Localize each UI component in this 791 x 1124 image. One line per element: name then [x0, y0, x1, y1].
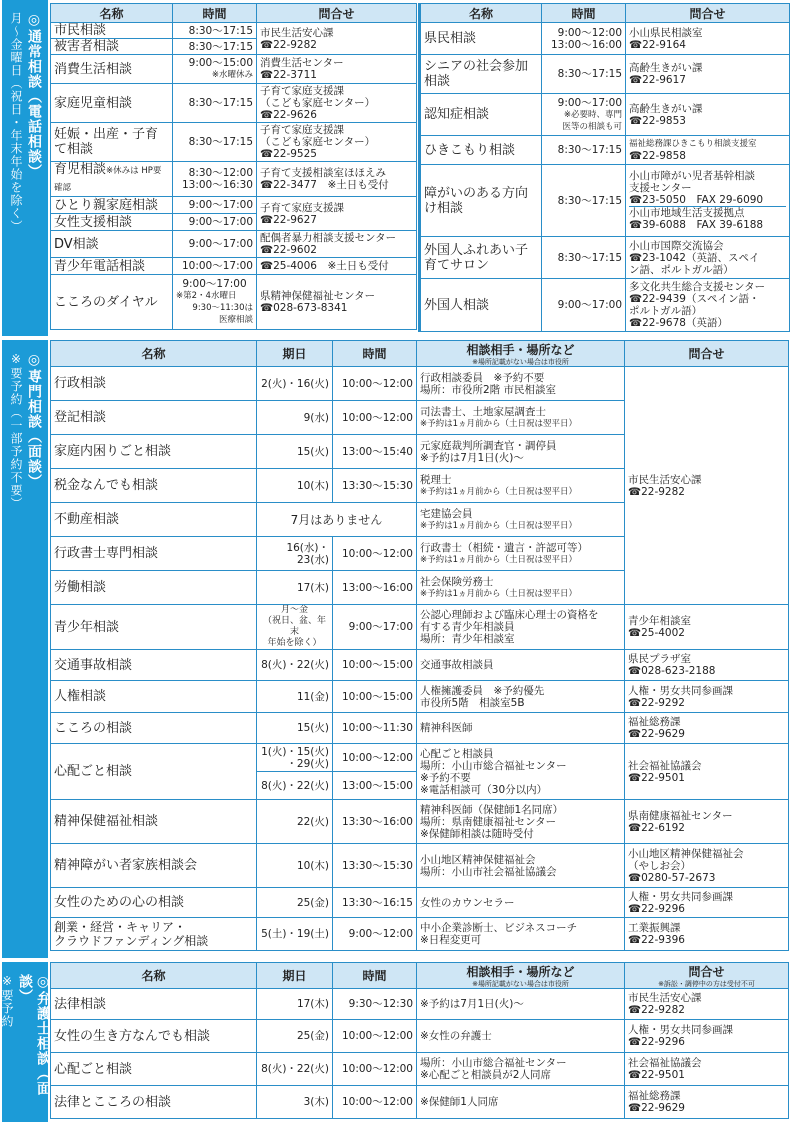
table-cell: 子育て家庭支援課 ☎22-9627 — [257, 197, 417, 231]
regular-section-label — [2, 0, 48, 336]
table-cell: 25(金) — [257, 888, 333, 918]
table-cell: ひとり親家庭相談 — [51, 197, 173, 214]
table-cell: 県民プラザ室 ☎028-623-2188 — [625, 650, 789, 681]
regular-section-note: 月〜金曜日（祝日・年末年始を除く） — [9, 12, 23, 233]
table-cell: 女性支援相談 — [51, 214, 173, 231]
table-cell: 13:00〜16:00 — [333, 571, 417, 605]
table-cell: シニアの社会参加相談 — [420, 55, 542, 94]
col-contact: 問合せ — [625, 341, 789, 367]
table-cell: 社会保険労務士 ※予約は1ヵ月前から（土日祝は翌平日） — [417, 571, 625, 605]
table-cell: 不動産相談 — [51, 503, 257, 537]
col-name: 名称 — [51, 4, 173, 23]
table-cell: 人権相談 — [51, 681, 257, 713]
table-cell: 青少年相談室 ☎25-4002 — [625, 605, 789, 650]
table-cell: 心配ごと相談 — [51, 744, 257, 800]
table-cell: 8:30〜17:15 — [173, 84, 257, 123]
col-name: 名称 — [420, 4, 542, 23]
table-cell: 人権・男女共同参画課 ☎22-9296 — [625, 1020, 789, 1053]
table-cell: 登記相談 — [51, 401, 257, 435]
table-cell: 9:00〜17:00 — [542, 279, 626, 332]
table-cell: 行政相談委員 ※予約不要 場所：市役所2階 市民相談室 — [417, 367, 625, 401]
table-cell: 10:00〜12:00 — [333, 367, 417, 401]
table-cell: 交通事故相談 — [51, 650, 257, 681]
table-cell: 10:00〜12:00 — [333, 744, 417, 772]
table-cell: 税金なんでも相談 — [51, 469, 257, 503]
table-cell: 25(金) — [257, 1020, 333, 1053]
special-section-note: ※要予約（一部予約不要） — [9, 352, 23, 510]
table-cell: 場所：小山市総合福祉センター ※心配ごと相談員が2人同席 — [417, 1053, 625, 1086]
table-cell: 小山地区精神保健福祉会 場所：小山市社会福祉協議会 — [417, 844, 625, 888]
col-time: 時間 — [173, 4, 257, 23]
table-cell: 17(木) — [257, 571, 333, 605]
table-cell: 行政書士（相続・遺言・許認可等） ※予約は1ヵ月前から（土日祝は翌平日） — [417, 537, 625, 571]
table-cell: 10:00〜15:00 — [333, 650, 417, 681]
table-cell: 8:30〜17:15 — [173, 23, 257, 39]
table-cell: 17(木) — [257, 989, 333, 1020]
table-cell: 精神障がい者家族相談会 — [51, 844, 257, 888]
table-cell: 13:00〜15:40 — [333, 435, 417, 469]
col-who: 相談相手・場所など ※場所記載がない場合は市役所 — [417, 963, 625, 989]
table-cell: 10:00〜12:00 — [333, 537, 417, 571]
table-cell: 法律相談 — [51, 989, 257, 1020]
table-cell: 7月はありません — [257, 503, 417, 537]
table-cell: 高齢生きがい課 ☎22-9617 — [626, 55, 790, 94]
table-cell: 9:00〜15:00 ※水曜休み — [173, 55, 257, 84]
table-cell: 法律とこころの相談 — [51, 1086, 257, 1119]
table-cell: 青少年電話相談 — [51, 258, 173, 275]
table-cell: ※保健師1人同席 — [417, 1086, 625, 1119]
table-cell: 8:30〜17:15 — [173, 39, 257, 55]
table-cell: 8:30〜17:15 — [542, 136, 626, 165]
table-cell: こころの相談 — [51, 713, 257, 744]
table-cell: 小山市国際交流協会 ☎23-1042（英語、スペイ ン語、ポルトガル語） — [626, 237, 790, 279]
table-cell: 県南健康福祉センター ☎22-6192 — [625, 800, 789, 844]
lawyer-section-note: ※要予約 — [0, 974, 14, 1028]
table-cell: 工業振興課 ☎22-9396 — [625, 918, 789, 951]
table-cell: ☎25-4006 ※土日も受付 — [257, 258, 417, 275]
table-cell: 15(火) — [257, 713, 333, 744]
table-cell: 税理士 ※予約は1ヵ月前から（土日祝は翌平日） — [417, 469, 625, 503]
table-cell: 社会福祉協議会 ☎22-9501 — [625, 1053, 789, 1086]
table-cell: 行政相談 — [51, 367, 257, 401]
table-cell: 中小企業診断士、ビジネスコーチ ※日程変更可 — [417, 918, 625, 951]
col-date: 期日 — [257, 963, 333, 989]
table-cell: 5(土)・19(土) — [257, 918, 333, 951]
lawyer-section-title: ◎弁護士相談（面談） — [17, 974, 51, 1096]
table-cell: ※女性の弁護士 — [417, 1020, 625, 1053]
table-cell: 10:00〜11:30 — [333, 713, 417, 744]
table-cell: 9:00〜17:00 ※第2・4水曜日 9:30〜11:30は 医療相談 — [173, 275, 257, 330]
table-cell: 9:30〜12:30 — [333, 989, 417, 1020]
table-cell: 8(火)・22(火) — [257, 650, 333, 681]
table-cell: 消費生活センター ☎22-3711 — [257, 55, 417, 84]
table-cell: 市民相談 — [51, 23, 173, 39]
table-cell: 13:30〜15:30 — [333, 844, 417, 888]
table-cell: 認知症相談 — [420, 94, 542, 136]
table-cell: 人権・男女共同参画課 ☎22-9296 — [625, 888, 789, 918]
table-cell: 9:00〜17:00 ※必要時、専門 医等の相談も可 — [542, 94, 626, 136]
table-cell: 被害者相談 — [51, 39, 173, 55]
table-cell: 月〜金 （祝日、盆、年末 年始を除く） — [257, 605, 333, 650]
table-cell: 10:00〜12:00 — [333, 1020, 417, 1053]
table-cell: 家庭児童相談 — [51, 84, 173, 123]
table-cell: 市民生活安心課 ☎22-9282 — [257, 23, 417, 55]
table-cell: 福祉総務課 ☎22-9629 — [625, 1086, 789, 1119]
col-contact: 問合せ — [257, 4, 417, 23]
col-who: 相談相手・場所など ※場所記載がない場合は市役所 — [417, 341, 625, 367]
table-cell: 行政書士専門相談 — [51, 537, 257, 571]
col-name: 名称 — [51, 963, 257, 989]
table-cell: 3(木) — [257, 1086, 333, 1119]
table-cell: ひきこもり相談 — [420, 136, 542, 165]
regular-section-title: ◎通常相談（電話相談） — [26, 12, 42, 179]
table-cell: 多文化共生総合支援センター ☎22-9439（スペイン語・ ポルトガル語） ☎22-9678（英語） — [626, 279, 790, 332]
col-time: 時間 — [333, 963, 417, 989]
table-cell: 宅建協会員 ※予約は1ヵ月前から（土日祝は翌平日） — [417, 503, 625, 537]
table-cell: 女性のカウンセラー — [417, 888, 625, 918]
table-cell: 15(火) — [257, 435, 333, 469]
table-cell: 9:00〜17:00 — [173, 197, 257, 214]
lawyer-table — [50, 962, 789, 1119]
table-cell: 外国人相談 — [420, 279, 542, 332]
special-section-title: ◎専門相談（面談） — [26, 352, 42, 489]
table-cell: 10(木) — [257, 469, 333, 503]
table-cell: 13:30〜16:15 — [333, 888, 417, 918]
table-cell: 11(金) — [257, 681, 333, 713]
table-cell: 女性の生き方なんでも相談 — [51, 1020, 257, 1053]
table-cell: 高齢生きがい課 ☎22-9853 — [626, 94, 790, 136]
table-cell: 交通事故相談員 — [417, 650, 625, 681]
table-cell: 外国人ふれあい子育てサロン — [420, 237, 542, 279]
table-cell: 13:30〜16:00 — [333, 800, 417, 844]
table-cell: 10:00〜12:00 — [333, 1086, 417, 1119]
table-cell: 8(火)・22(火) — [257, 1053, 333, 1086]
regular-table-left — [50, 3, 417, 330]
col-contact: 問合せ — [626, 4, 790, 23]
table-cell: 元家庭裁判所調査官・調停員 ※予約は7月1日(火)〜 — [417, 435, 625, 469]
table-cell: 県精神保健福祉センター ☎028-673-8341 — [257, 275, 417, 330]
table-cell: 福祉総務課 ☎22-9629 — [625, 713, 789, 744]
table-cell: 心配ごと相談 — [51, 1053, 257, 1086]
table-cell: 小山市障がい児者基幹相談 支援センター ☎23-5050 FAX 29-6090 小山市地域生活支援拠点 ☎39-6088 FAX 39-6188 — [626, 165, 790, 237]
table-cell: 精神科医師 — [417, 713, 625, 744]
col-name: 名称 — [51, 341, 257, 367]
table-cell: 10:00〜17:00 — [173, 258, 257, 275]
table-cell: 女性のための心の相談 — [51, 888, 257, 918]
table-cell: 精神科医師（保健師1名同席） 場所：県南健康福祉センター ※保健師相談は随時受付 — [417, 800, 625, 844]
table-cell: 13:30〜15:30 — [333, 469, 417, 503]
lawyer-section-label — [0, 962, 51, 1122]
table-cell: 家庭内困りごと相談 — [51, 435, 257, 469]
regular-table-right — [418, 3, 790, 332]
table-cell: 創業・経営・キャリア・ クラウドファンディング相談 — [51, 918, 257, 951]
table-cell: 青少年相談 — [51, 605, 257, 650]
col-date: 期日 — [257, 341, 333, 367]
table-cell: 妊娠・出産・子育て相談 — [51, 123, 173, 162]
table-cell: 10:00〜15:00 — [333, 681, 417, 713]
table-cell: 9:00〜17:00 — [333, 605, 417, 650]
table-cell: 市民生活安心課 ☎22-9282 — [625, 367, 789, 605]
table-cell: 8:30〜17:15 — [542, 55, 626, 94]
table-cell: 子育て支援相談室ほほえみ ☎22-3477 ※土日も受付 — [257, 162, 417, 197]
table-cell: 県民相談 — [420, 23, 542, 55]
table-cell: 市民生活安心課 ☎22-9282 — [625, 989, 789, 1020]
table-cell: 13:00〜15:00 — [333, 772, 417, 800]
col-time: 時間 — [542, 4, 626, 23]
table-cell: 10:00〜12:00 — [333, 1053, 417, 1086]
table-cell: 子育て家庭支援課 （こども家庭センター） ☎22-9626 — [257, 84, 417, 123]
table-cell: 9(水) — [257, 401, 333, 435]
table-cell: 司法書士、土地家屋調査士 ※予約は1ヵ月前から（土日祝は翌平日） — [417, 401, 625, 435]
table-cell: 心配ごと相談員 場所：小山市総合福祉センター ※予約不要 ※電話相談可（30分以内） — [417, 744, 625, 800]
table-cell: ※予約は7月1日(火)〜 — [417, 989, 625, 1020]
table-cell: 22(火) — [257, 800, 333, 844]
table-cell: 8:30〜12:00 13:00〜16:30 — [173, 162, 257, 197]
table-cell: 10:00〜12:00 — [333, 401, 417, 435]
table-cell: 9:00〜17:00 — [173, 214, 257, 231]
table-cell: 精神保健福祉相談 — [51, 800, 257, 844]
table-cell: 育児相談※休みは HP要確認 — [51, 162, 173, 197]
table-cell: DV相談 — [51, 231, 173, 258]
table-cell: 人権擁護委員 ※予約優先 市役所5階 相談室5B — [417, 681, 625, 713]
table-cell: 福祉総務課ひきこもり相談支援室 ☎22-9858 — [626, 136, 790, 165]
table-cell: 9:00〜12:00 13:00〜16:00 — [542, 23, 626, 55]
table-cell: 1(火)・15(火) ・29(火) — [257, 744, 333, 772]
table-cell: 8:30〜17:15 — [542, 237, 626, 279]
table-cell: 消費生活相談 — [51, 55, 173, 84]
col-contact: 問合せ ※訴訟・調停中の方は受付不可 — [625, 963, 789, 989]
table-cell: 人権・男女共同参画課 ☎22-9292 — [625, 681, 789, 713]
table-cell: 8(火)・22(火) — [257, 772, 333, 800]
special-section-label — [2, 340, 48, 958]
table-cell: 小山地区精神保健福祉会 （やしお会） ☎0280-57-2673 — [625, 844, 789, 888]
table-cell: 9:00〜17:00 — [173, 231, 257, 258]
table-cell: 小山県民相談室 ☎22-9164 — [626, 23, 790, 55]
special-table — [50, 340, 789, 951]
table-cell: 障がいのある方向け相談 — [420, 165, 542, 237]
table-cell: 9:00〜12:00 — [333, 918, 417, 951]
table-cell: 8:30〜17:15 — [542, 165, 626, 237]
table-cell: 社会福祉協議会 ☎22-9501 — [625, 744, 789, 800]
table-cell: 10(木) — [257, 844, 333, 888]
table-cell: 2(火)・16(火) — [257, 367, 333, 401]
table-cell: 16(水)・23(水) — [257, 537, 333, 571]
table-cell: 子育て家庭支援課 （こども家庭センター） ☎22-9525 — [257, 123, 417, 162]
table-cell: こころのダイヤル — [51, 275, 173, 330]
table-cell: 労働相談 — [51, 571, 257, 605]
table-cell: 公認心理師および臨床心理士の資格を 有する青少年相談員 場所：青少年相談室 — [417, 605, 625, 650]
col-time: 時間 — [333, 341, 417, 367]
table-cell: 配偶者暴力相談支援センター ☎22-9602 — [257, 231, 417, 258]
table-cell: 8:30〜17:15 — [173, 123, 257, 162]
